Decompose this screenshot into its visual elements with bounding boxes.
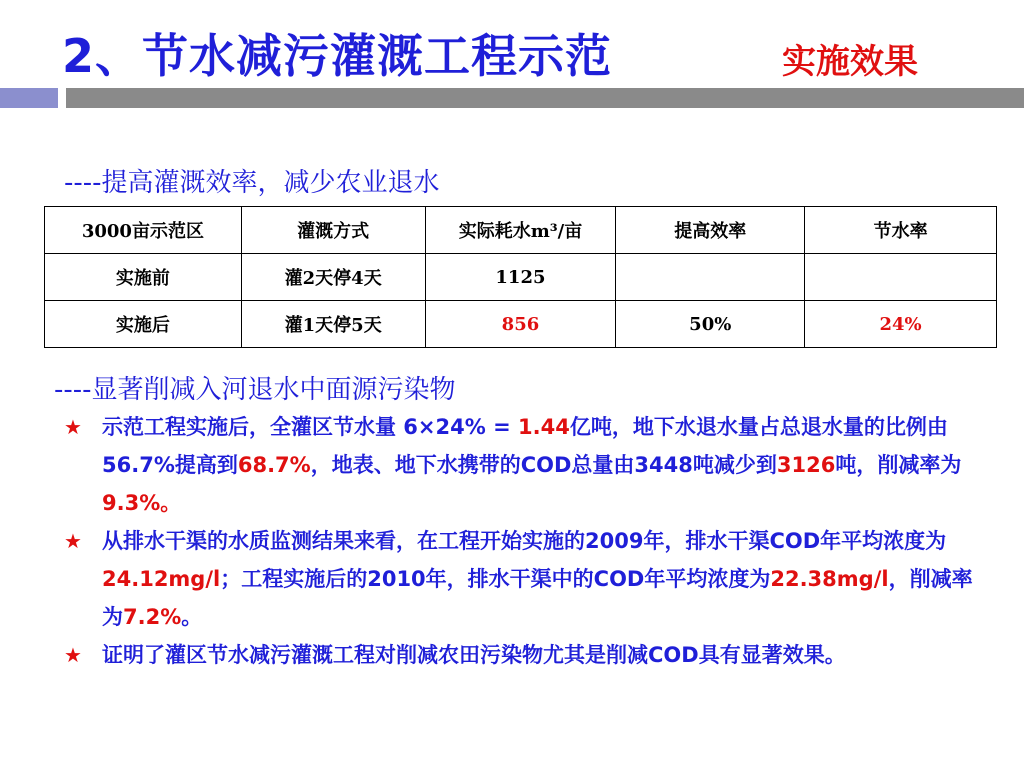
table-cell: 实施后 bbox=[45, 301, 242, 348]
data-table bbox=[44, 206, 997, 348]
bullet-text-part: 。 bbox=[181, 605, 203, 629]
table-cell: 灌1天停5天 bbox=[241, 301, 425, 348]
bullet-highlight: 24.12mg/l bbox=[102, 567, 221, 591]
bullet-text-part: 亿吨，地下水退水量占总退水量的比例由56.7%提高到 bbox=[102, 415, 948, 477]
table-cell: 实施前 bbox=[45, 254, 242, 301]
bullet-item bbox=[64, 636, 974, 674]
section2-heading: ----显著削减入河退水中面源污染物 bbox=[54, 375, 456, 405]
bullet-highlight: 68.7% bbox=[237, 453, 311, 477]
bullet-highlight: 22.38mg/l bbox=[770, 567, 889, 591]
bullet-text-part: 吨，削减率为 bbox=[835, 453, 962, 477]
bullet-text-part: 示范工程实施后，全灌区节水量 6×24% = bbox=[102, 415, 518, 439]
table-header-cell: 提高效率 bbox=[616, 207, 805, 254]
bullet-text-part: ，地表、地下水携带的COD总量由3448吨减少到 bbox=[310, 453, 777, 477]
section-tag: 实施效果 bbox=[782, 42, 918, 82]
table-row bbox=[45, 254, 997, 301]
table-cell: 50% bbox=[616, 301, 805, 348]
bullet-highlight: 9.3%。 bbox=[102, 491, 182, 515]
table-cell: 856 bbox=[425, 301, 616, 348]
bullet-list bbox=[64, 408, 974, 674]
table-cell: 灌2天停4天 bbox=[241, 254, 425, 301]
section1-heading: ----提高灌溉效率，减少农业退水 bbox=[64, 168, 440, 198]
bullet-text-part: 从排水干渠的水质监测结果来看，在工程开始实施的2009年，排水干渠COD年平均浓度为 bbox=[102, 529, 947, 553]
table-cell bbox=[616, 254, 805, 301]
table-row bbox=[45, 301, 997, 348]
page-title: 2、节水减污灌溉工程示范 bbox=[62, 29, 613, 83]
bullet-item bbox=[64, 408, 974, 522]
bullet-item bbox=[64, 522, 974, 636]
star-icon: ★ bbox=[64, 415, 82, 439]
bullet-text-part: ；工程实施后的2010年，排水干渠中的COD年平均浓度为 bbox=[220, 567, 771, 591]
header-bar bbox=[66, 88, 1024, 108]
table-header-cell: 3000亩示范区 bbox=[45, 207, 242, 254]
bullet-text bbox=[102, 408, 974, 522]
header-bar-accent bbox=[0, 88, 58, 108]
star-icon: ★ bbox=[64, 643, 82, 667]
bullet-text bbox=[102, 522, 974, 636]
table-header-cell: 节水率 bbox=[805, 207, 997, 254]
bullet-highlight: 1.44 bbox=[518, 415, 570, 439]
table-header-cell: 实际耗水m³/亩 bbox=[425, 207, 616, 254]
table-header-cell: 灌溉方式 bbox=[241, 207, 425, 254]
table-cell: 1125 bbox=[425, 254, 616, 301]
table-cell: 24% bbox=[805, 301, 997, 348]
bullet-highlight: 3126 bbox=[776, 453, 836, 477]
bullet-text-part: ，削减率为 bbox=[102, 567, 973, 629]
bullet-text: 证明了灌区节水减污灌溉工程对削减农田污染物尤其是削减COD具有显著效果。 bbox=[102, 643, 846, 667]
table-header-row bbox=[45, 207, 997, 254]
table-cell bbox=[805, 254, 997, 301]
bullet-highlight: 7.2% bbox=[123, 605, 182, 629]
star-icon: ★ bbox=[64, 529, 82, 553]
